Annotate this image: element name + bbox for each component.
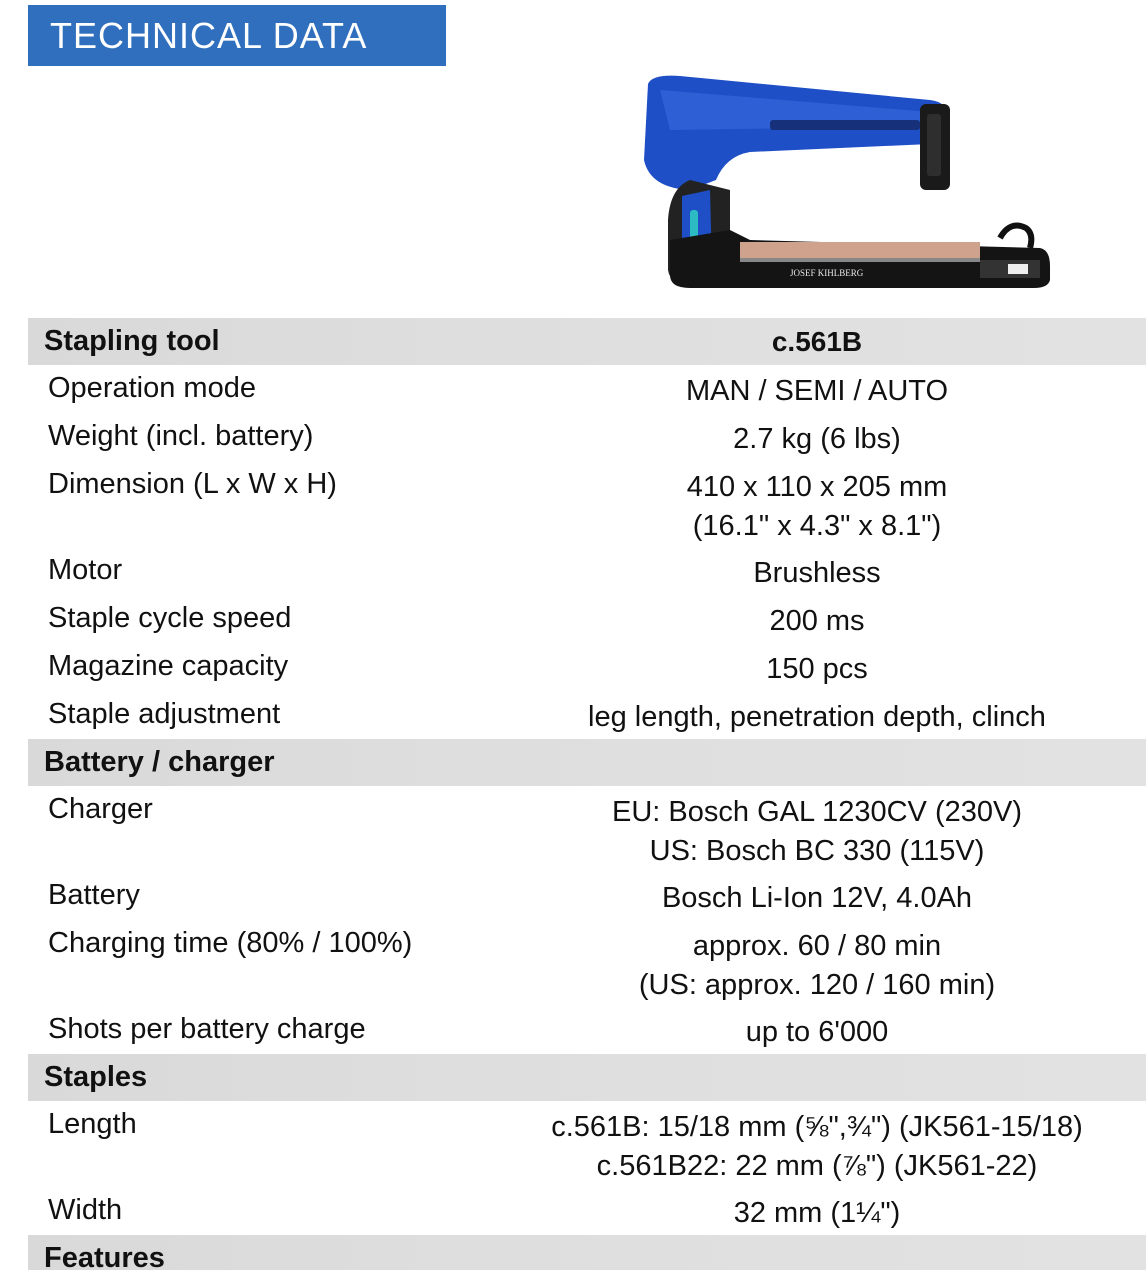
spec-label: Magazine capacity xyxy=(48,650,289,682)
spec-value: MAN / SEMI / AUTO xyxy=(685,375,949,407)
spec-value: Bosch Li-Ion 12V, 4.0Ah xyxy=(661,882,973,914)
spec-row-shots-per-charge xyxy=(28,1006,1146,1054)
spec-label: Charger xyxy=(48,793,153,825)
spec-value: leg length, penetration depth, clinch xyxy=(588,701,1046,733)
spec-value-line: EU: Bosch GAL 1230CV (230V) xyxy=(612,796,1022,828)
spec-row-motor xyxy=(28,547,1146,595)
stapler-product-image xyxy=(630,70,1060,300)
spec-value: Brushless xyxy=(753,557,881,589)
spec-value xyxy=(488,786,1146,871)
spec-row-staple-adjustment xyxy=(28,691,1146,739)
section-title-badge xyxy=(28,5,446,66)
spec-value-line: (US: approx. 120 / 160 min) xyxy=(638,969,996,1001)
spec-label: Shots per battery charge xyxy=(48,1013,366,1045)
spec-value-line: US: Bosch BC 330 (115V) xyxy=(649,835,985,867)
page-title: TECHNICAL DATA xyxy=(50,15,368,56)
section-header-stapling-tool xyxy=(28,318,1146,365)
spec-table xyxy=(28,318,1146,1270)
spec-row-weight xyxy=(28,413,1146,461)
spec-value-line: c.561B22: 22 mm (⅞") (JK561-22) xyxy=(596,1150,1038,1182)
spec-row-operation-mode xyxy=(28,365,1146,413)
spec-label: Operation mode xyxy=(48,372,256,404)
spec-row-battery xyxy=(28,872,1146,920)
spec-row-dimension xyxy=(28,461,1146,547)
spec-row-magazine-capacity xyxy=(28,643,1146,691)
spec-label: Width xyxy=(48,1194,123,1226)
spec-value: 32 mm (1¼") xyxy=(733,1197,901,1229)
spec-value xyxy=(488,920,1146,1005)
spec-value xyxy=(488,461,1146,546)
spec-value-line: c.561B: 15/18 mm (⅝",¾") (JK561-15/18) xyxy=(551,1111,1083,1143)
section-header-staples xyxy=(28,1054,1146,1101)
spec-label: Weight (incl. battery) xyxy=(48,420,314,452)
spec-row-charger xyxy=(28,786,1146,872)
spec-value-line: approx. 60 / 80 min xyxy=(692,930,942,962)
spec-label: Dimension (L x W x H) xyxy=(48,468,337,500)
spec-value: up to 6'000 xyxy=(745,1016,889,1048)
spec-row-staple-length xyxy=(28,1101,1146,1187)
spec-label: Charging time (80% / 100%) xyxy=(48,927,413,959)
spec-value-line: 410 x 110 x 205 mm xyxy=(686,471,948,503)
section-label: Battery / charger xyxy=(44,746,275,778)
spec-value: 150 pcs xyxy=(766,653,868,685)
spec-label: Length xyxy=(48,1108,137,1140)
spec-value: 2.7 kg (6 lbs) xyxy=(733,423,901,455)
spec-label: Motor xyxy=(48,554,123,586)
section-header-battery-charger xyxy=(28,739,1146,786)
section-label: Stapling tool xyxy=(44,325,220,357)
spec-row-charging-time xyxy=(28,920,1146,1006)
section-header-features xyxy=(28,1235,1146,1270)
brand-text: JOSEF KIHLBERG xyxy=(790,268,864,278)
spec-label: Battery xyxy=(48,879,140,911)
spec-row-cycle-speed xyxy=(28,595,1146,643)
spec-row-staple-width xyxy=(28,1187,1146,1235)
spec-value-line: (16.1" x 4.3" x 8.1") xyxy=(692,510,942,542)
section-label: Staples xyxy=(44,1061,148,1093)
section-label: Features xyxy=(44,1242,165,1270)
model-name: c.561B xyxy=(771,325,863,357)
spec-value xyxy=(488,1101,1146,1186)
spec-label: Staple adjustment xyxy=(48,698,281,730)
spec-value: 200 ms xyxy=(769,605,865,637)
spec-label: Staple cycle speed xyxy=(48,602,292,634)
